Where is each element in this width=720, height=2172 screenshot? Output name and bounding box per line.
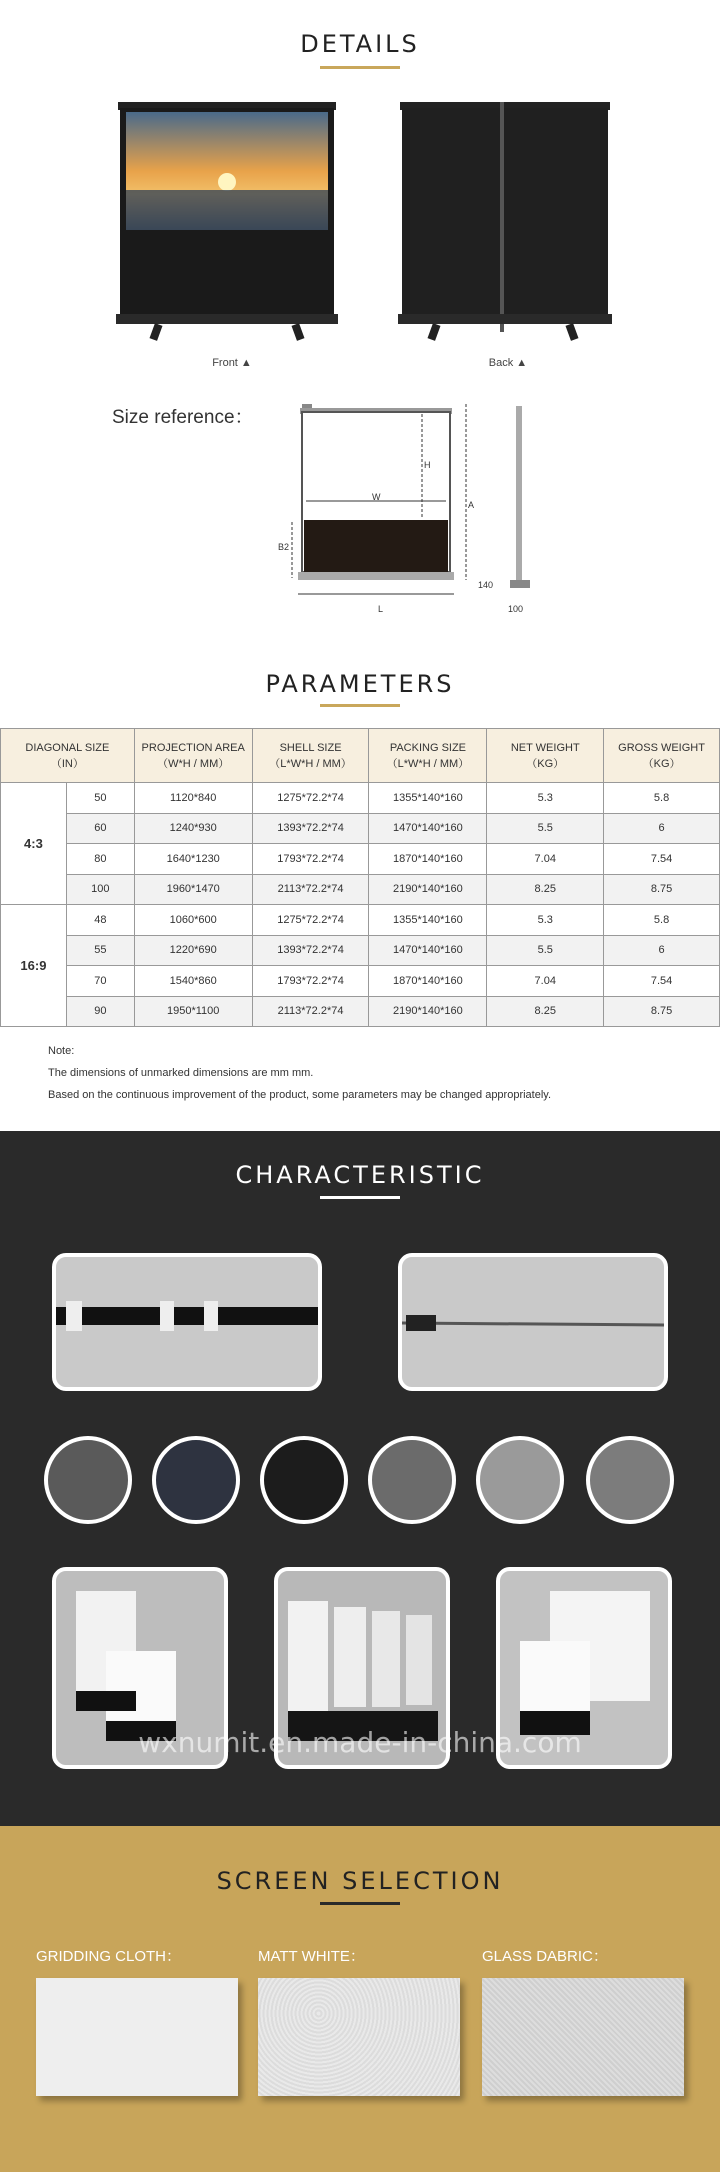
cell-size: 60 — [66, 813, 134, 844]
cell-packing: 1355*140*160 — [369, 905, 487, 936]
diagram-label-depth: 140 — [478, 580, 494, 590]
cell-projection: 1640*1230 — [134, 844, 252, 875]
cell-net: 5.5 — [487, 813, 604, 844]
cell-gross: 7.54 — [604, 844, 720, 875]
cell-net: 7.04 — [487, 966, 604, 997]
note-line-1: The dimensions of unmarked dimensions are mm mm. — [48, 1067, 314, 1079]
cell-packing: 1470*140*160 — [369, 813, 487, 844]
cell-shell: 1793*72.2*74 — [252, 966, 369, 997]
aspect-ratio-cell: 4:3 — [1, 783, 67, 905]
cell-projection: 1060*600 — [134, 905, 252, 936]
cell-packing: 1355*140*160 — [369, 783, 487, 814]
table-row — [1, 783, 720, 814]
fabric-label-gridding: GRIDDING CLOTH： — [36, 1948, 182, 1965]
front-screen-photo — [112, 100, 342, 345]
cell-gross: 7.54 — [604, 966, 720, 997]
header-diagonal: DIAGONAL SIZE （IN） — [1, 729, 135, 783]
cell-shell: 2113*72.2*74 — [252, 874, 369, 905]
diagram-label-a: A — [468, 500, 475, 510]
cell-shell: 1275*72.2*74 — [252, 783, 369, 814]
screen-selection-title: SCREEN SELECTION — [216, 1867, 504, 1895]
rod-photo-card — [398, 1253, 668, 1391]
table-row — [1, 813, 720, 844]
front-caption: Front ▲ — [212, 357, 252, 369]
details-title: DETAILS — [300, 30, 420, 58]
diagram-label-l: L — [378, 604, 384, 614]
table-row — [1, 966, 720, 997]
screen-selection-underline — [320, 1902, 400, 1905]
cell-projection: 1220*690 — [134, 935, 252, 966]
cell-gross: 5.8 — [604, 783, 720, 814]
diagram-label-b2: B2 — [278, 542, 290, 552]
cell-projection: 1240*930 — [134, 813, 252, 844]
swatch-glass-fabric — [482, 1978, 684, 2096]
back-screen-photo — [396, 100, 614, 345]
diagram-label-h: H — [424, 460, 431, 470]
cell-shell: 1793*72.2*74 — [252, 844, 369, 875]
table-row — [1, 874, 720, 905]
cell-gross: 6 — [604, 813, 720, 844]
detail-circle-2 — [152, 1436, 240, 1524]
table-row — [1, 935, 720, 966]
swatch-matt-white — [258, 1978, 460, 2096]
cell-shell: 1275*72.2*74 — [252, 905, 369, 936]
cell-projection: 1950*1100 — [134, 996, 252, 1027]
cell-net: 7.04 — [487, 844, 604, 875]
details-underline — [320, 66, 400, 69]
detail-circle-5 — [476, 1436, 564, 1524]
aspect-ratio-cell: 16:9 — [1, 905, 67, 1027]
cell-size: 55 — [66, 935, 134, 966]
cell-size: 70 — [66, 966, 134, 997]
cell-projection: 1960*1470 — [134, 874, 252, 905]
characteristic-underline — [320, 1196, 400, 1199]
cell-gross: 6 — [604, 935, 720, 966]
cell-size: 90 — [66, 996, 134, 1027]
parameters-table — [0, 728, 720, 1027]
parameters-underline — [320, 704, 400, 707]
table-row — [1, 844, 720, 875]
header-shell: SHELL SIZE （L*W*H / MM） — [252, 729, 369, 783]
table-header-row — [1, 729, 720, 783]
detail-circle-4 — [368, 1436, 456, 1524]
header-gross-weight: GROSS WEIGHT （KG） — [604, 729, 720, 783]
cell-size: 80 — [66, 844, 134, 875]
back-caption: Back ▲ — [488, 357, 528, 369]
cell-net: 5.3 — [487, 905, 604, 936]
cell-net: 8.25 — [487, 874, 604, 905]
cell-net: 8.25 — [487, 996, 604, 1027]
table-row — [1, 996, 720, 1027]
header-packing: PACKING SIZE （L*W*H / MM） — [369, 729, 487, 783]
cell-size: 100 — [66, 874, 134, 905]
cell-projection: 1540*860 — [134, 966, 252, 997]
detail-circle-3 — [260, 1436, 348, 1524]
cell-packing: 2190*140*160 — [369, 996, 487, 1027]
cell-size: 48 — [66, 905, 134, 936]
cell-packing: 2190*140*160 — [369, 874, 487, 905]
cell-gross: 8.75 — [604, 996, 720, 1027]
tube-photo-card — [52, 1253, 322, 1391]
parameters-title: PARAMETERS — [265, 670, 455, 698]
cell-packing: 1470*140*160 — [369, 935, 487, 966]
diagram-label-w: W — [372, 492, 381, 502]
note-line-2: Based on the continuous improvement of the product, some parameters may be changed appropriately. — [48, 1089, 552, 1101]
cell-gross: 5.8 — [604, 905, 720, 936]
header-projection: PROJECTION AREA （W*H / MM） — [134, 729, 252, 783]
cell-packing: 1870*140*160 — [369, 966, 487, 997]
cell-shell: 2113*72.2*74 — [252, 996, 369, 1027]
cell-net: 5.3 — [487, 783, 604, 814]
size-reference-diagram — [270, 398, 570, 618]
characteristic-title: CHARACTERISTIC — [235, 1161, 485, 1189]
table-row — [1, 905, 720, 936]
header-net-weight: NET WEIGHT （KG） — [487, 729, 604, 783]
fabric-label-matt-white: MATT WHITE： — [258, 1948, 365, 1965]
cell-packing: 1870*140*160 — [369, 844, 487, 875]
cell-shell: 1393*72.2*74 — [252, 813, 369, 844]
watermark-text: wxnumit.en.made-in-china.com — [138, 1726, 582, 1759]
cell-projection: 1120*840 — [134, 783, 252, 814]
cell-size: 50 — [66, 783, 134, 814]
diagram-label-side-width: 100 — [508, 604, 524, 614]
detail-circle-1 — [44, 1436, 132, 1524]
detail-circle-6 — [586, 1436, 674, 1524]
cell-shell: 1393*72.2*74 — [252, 935, 369, 966]
note-heading: Note: — [48, 1045, 75, 1057]
size-reference-label: Size reference： — [112, 407, 254, 428]
cell-net: 5.5 — [487, 935, 604, 966]
swatch-gridding-cloth — [36, 1978, 238, 2096]
fabric-label-glass: GLASS DABRIC： — [482, 1948, 608, 1965]
cell-gross: 8.75 — [604, 874, 720, 905]
